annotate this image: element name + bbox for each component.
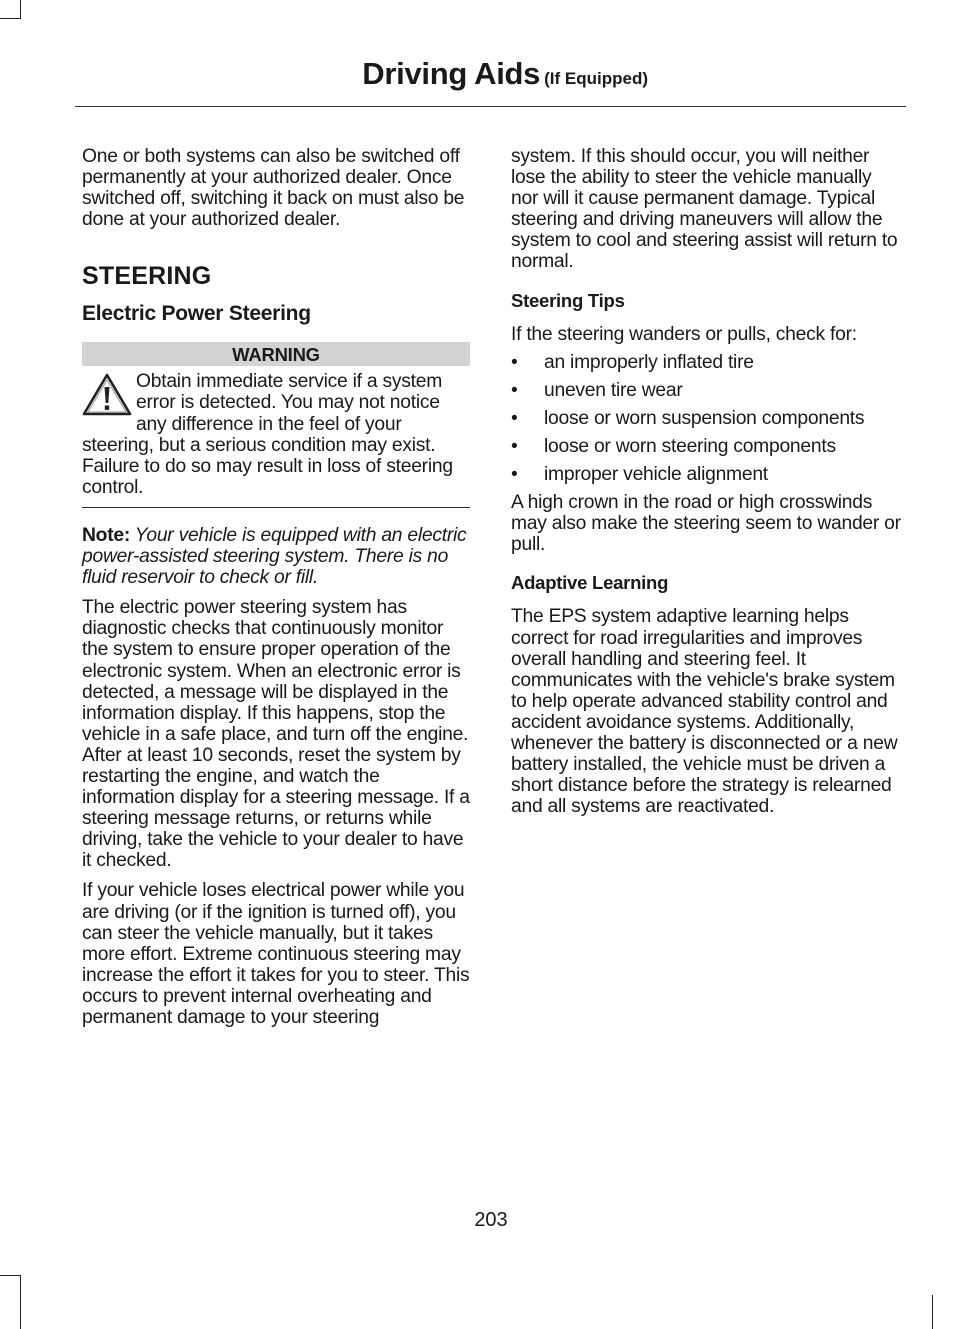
note-text: Your vehicle is equipped with an electric power-assisted steering system. There is no fluid reservoir to check or fill. [82, 524, 467, 589]
left-column [82, 146, 470, 1037]
crop-mark-top-left-horizontal [0, 18, 21, 19]
crown-paragraph: A high crown in the road or high crosswinds may also make the steering seem to wander or pull. [511, 492, 901, 556]
crop-mark-top-left-vertical [20, 0, 21, 18]
note-paragraph [82, 525, 470, 588]
warning-text: Obtain immediate service if a system error is detected. You may not notice any difference in the feel of your steering, but a serious condition may exist. Failure to do so may result in loss of steering control. [82, 371, 453, 498]
list-item: • uneven tire wear [511, 379, 683, 401]
steering-tips-heading: Steering Tips [511, 289, 625, 311]
header-subtitle: (If Equipped) [544, 69, 648, 88]
warning-box [82, 371, 470, 508]
list-item: • improper vehicle alignment [511, 464, 768, 486]
bullet-icon: • [511, 351, 518, 373]
subsection-heading-eps: Electric Power Steering [82, 302, 311, 326]
bullet-icon: • [511, 407, 518, 429]
right-column [511, 146, 903, 826]
adaptive-learning-heading: Adaptive Learning [511, 572, 669, 594]
section-heading-steering: STEERING [82, 262, 212, 291]
page-header [362, 56, 648, 92]
list-item: • loose or worn suspension components [511, 407, 865, 429]
warning-bottom-rule [82, 507, 470, 508]
bullet-icon: • [511, 435, 518, 457]
continued-paragraph: system. If this should occur, you will neither lose the ability to steer the vehicle manually nor will it cause permanent damage. Typical steering and driving maneuvers will allow the system to cool and steering assist will return to normal. [511, 146, 898, 273]
header-divider [75, 106, 906, 107]
diagnostics-paragraph: The electric power steering system has diagnostic checks that continuously monitor the system to ensure proper operation of the electronic system. When an electronic error is detected, a message will be displayed in the information display. If this happens, stop the vehicle in a safe place, and turn off the engine. After at least 10 seconds, reset the system by restarting the engine, and watch the information display for a steering message. If a steering message returns, or returns while driving, take the vehicle to your dealer to have it checked. [82, 597, 470, 872]
crop-mark-bottom-right-vertical [932, 1295, 933, 1329]
bullet-icon: • [511, 379, 518, 401]
list-item: • an improperly inflated tire [511, 351, 754, 373]
power-loss-paragraph: If your vehicle loses electrical power while you are driving (or if the ignition is turned off), you can steer the vehicle manually, but it takes more effort. Extreme continuous steering may increase the effort it takes for you to steer. This occurs to prevent internal overheating and permanent damage to your steering [82, 880, 470, 1028]
page-number: 203 [474, 1209, 508, 1231]
steering-tips-list [511, 352, 903, 485]
crop-mark-bottom-left-vertical [20, 1275, 21, 1329]
warning-header: WARNING [82, 342, 470, 366]
adaptive-learning-paragraph: The EPS system adaptive learning helps correct for road irregularities and improves overall handling and steering feel. It communicates with the vehicle's brake system to help operate advanced stability control and accident avoidance systems. Additionally, whenever the battery is disconnected or a new battery installed, the vehicle must be driven a short distance before the strategy is relearned and all systems are reactivated. [511, 606, 898, 818]
bullet-icon: • [511, 464, 518, 486]
intro-paragraph: One or both systems can also be switched off permanently at your authorized dealer. Once switched off, switching it back on must also be done at your authorized dealer. [82, 146, 465, 231]
list-item: • loose or worn steering components [511, 435, 836, 457]
steering-tips-intro: If the steering wanders or pulls, check for: [511, 323, 857, 345]
header-title: Driving Aids [362, 56, 541, 91]
note-label: Note: [82, 524, 131, 546]
crop-mark-bottom-left-horizontal [0, 1275, 21, 1276]
warning-triangle-icon [82, 373, 132, 417]
